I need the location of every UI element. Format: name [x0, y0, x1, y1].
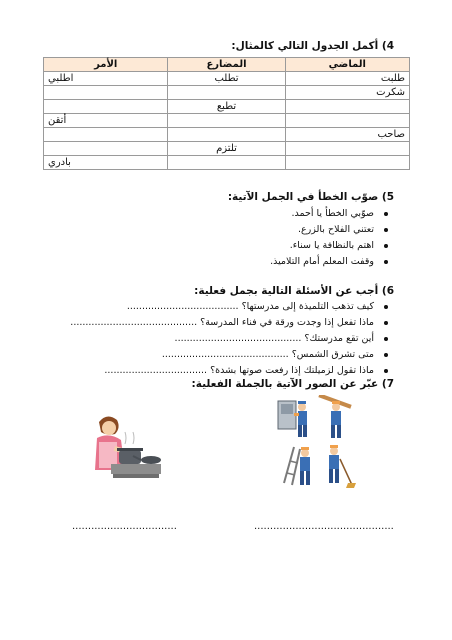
list-item	[70, 315, 388, 331]
table-row	[44, 156, 410, 170]
verb-table-header	[44, 58, 410, 72]
col-past-header: الماضي	[285, 58, 409, 72]
table-row	[44, 142, 410, 156]
past-cell[interactable]: صاحب	[285, 128, 409, 142]
table-row	[44, 72, 410, 86]
bullet-icon	[384, 321, 388, 325]
stove-icon	[111, 464, 161, 478]
past-cell[interactable]	[285, 142, 409, 156]
col-present-header: المضارع	[168, 58, 285, 72]
sentence-text: اهتم بالنظافة يا سناء.	[289, 240, 374, 251]
imperative-cell[interactable]: بادري	[44, 156, 168, 170]
pot-icon	[117, 448, 143, 464]
sentence-text: صوّبي الخطأ يا أحمد.	[291, 208, 374, 219]
sentence-text: وقفت المعلم أمام التلاميذ.	[270, 256, 374, 267]
bullet-icon	[384, 244, 388, 248]
present-cell[interactable]	[168, 128, 285, 142]
imperative-cell[interactable]	[44, 142, 168, 156]
col-imperative-header: الأمر	[44, 58, 168, 72]
past-cell[interactable]	[285, 114, 409, 128]
question-text: ماذا تقول لزميلتك إذا رفعت صوتها بشدة؟ ..................................	[104, 365, 374, 376]
question-text: متى تشرق الشمس؟ ..........................................	[161, 349, 374, 360]
present-cell[interactable]	[168, 156, 285, 170]
question-text: ماذا تفعل إذا وجدت ورقة في فناء المدرسة؟ ..........................................	[70, 317, 374, 328]
q5-heading: 5) صوّب الخطأ في الجمل الآتية:	[227, 191, 394, 203]
question-text: أين تقع مدرستك؟ ..........................................	[174, 333, 374, 344]
past-cell[interactable]	[285, 100, 409, 114]
imperative-cell[interactable]	[44, 128, 168, 142]
bullet-icon	[384, 228, 388, 232]
bullet-icon	[384, 337, 388, 341]
present-cell[interactable]: تطبع	[168, 100, 285, 114]
list-item	[270, 254, 388, 270]
list-item	[70, 363, 388, 379]
table-row	[44, 86, 410, 100]
present-cell[interactable]	[168, 114, 285, 128]
present-cell[interactable]: تلتزم	[168, 142, 285, 156]
table-row	[44, 100, 410, 114]
list-item	[70, 331, 388, 347]
imperative-cell[interactable]: أتقن	[44, 114, 168, 128]
q6-heading: 6) أجب عن الأسئلة التالية بجمل فعلية:	[194, 285, 394, 297]
past-cell[interactable]: طلبت	[285, 72, 409, 86]
bullet-icon	[384, 369, 388, 373]
bullet-icon	[384, 305, 388, 309]
q7-heading: 7) عبّر عن الصور الآتية بالجملة الفعلية:	[191, 378, 394, 390]
list-item	[270, 206, 388, 222]
list-item	[70, 347, 388, 363]
answer-line-workers[interactable]: ............................................	[254, 521, 394, 532]
bullet-icon	[384, 212, 388, 216]
table-row	[44, 114, 410, 128]
imperative-cell[interactable]: اطلبي	[44, 72, 168, 86]
list-item	[270, 238, 388, 254]
workers-illustration	[272, 395, 358, 492]
past-cell[interactable]: شكرت	[285, 86, 409, 100]
sentence-text: تعتني الفلاح بالزرع.	[297, 224, 374, 235]
answer-line-cooking[interactable]: .................................	[72, 521, 177, 532]
present-cell[interactable]	[168, 86, 285, 100]
bullet-icon	[384, 353, 388, 357]
table-row	[44, 128, 410, 142]
q5-list	[270, 206, 388, 270]
cooking-woman-illustration	[85, 412, 169, 492]
verb-table	[43, 57, 410, 170]
imperative-cell[interactable]	[44, 86, 168, 100]
list-item	[70, 299, 388, 315]
q4-heading: 4) أكمل الجدول التالي كالمثال:	[231, 40, 394, 52]
past-cell[interactable]	[285, 156, 409, 170]
imperative-cell[interactable]	[44, 100, 168, 114]
question-text: كيف تذهب التلميذة إلى مدرستها؟ .....................................	[126, 301, 374, 312]
q6-list	[70, 299, 388, 379]
list-item	[270, 222, 388, 238]
present-cell[interactable]: تطلب	[168, 72, 285, 86]
bullet-icon	[384, 260, 388, 264]
